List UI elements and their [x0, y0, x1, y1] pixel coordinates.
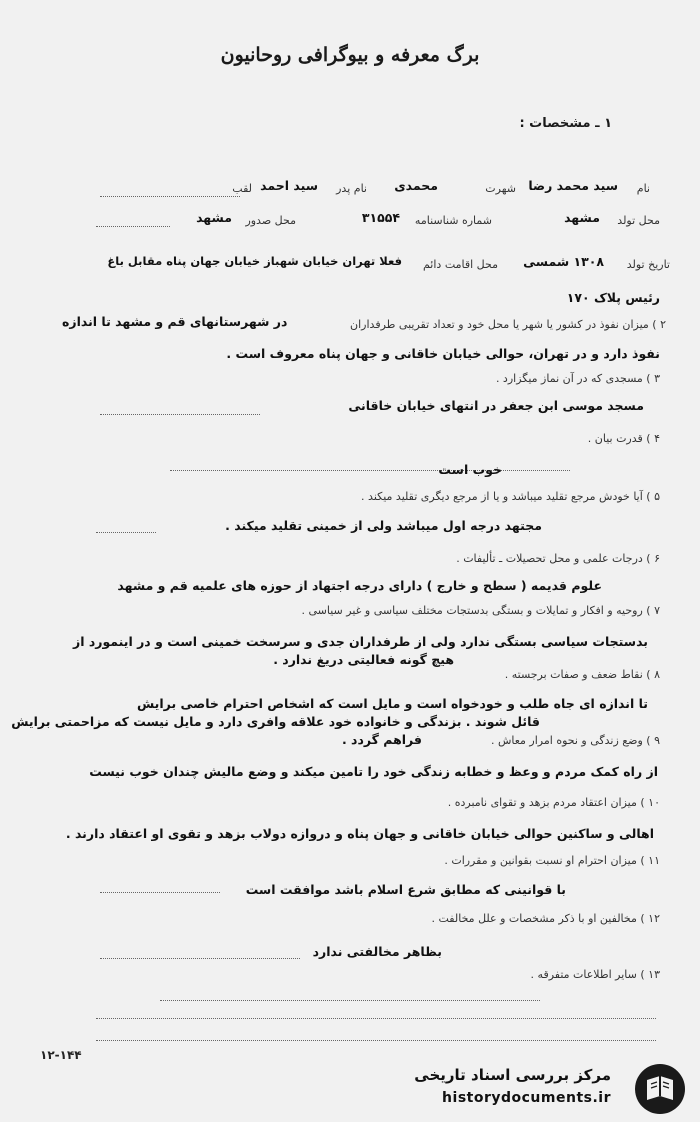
- q10-label: ۱۰ ) میزان اعتقاد مردم بزهد و تقوای نامبرده .: [447, 796, 660, 809]
- q8-answer-cont2: فراهم گردد .: [341, 732, 422, 747]
- surname-label: شهرت: [485, 182, 516, 195]
- q7-answer: بدستجات سیاسی بستگی ندارد ولی از طرفداران جدی و سرسخت خمینی است و در اینمورد از: [73, 634, 648, 649]
- birthplace-label: محل تولد: [617, 214, 660, 227]
- q5-answer: مجتهد درجه اول میباشد ولی از خمینی تقلید میکند .: [225, 518, 542, 533]
- father-label: نام پدر: [336, 182, 367, 195]
- title-blank: [100, 196, 240, 197]
- issue-label: محل صدور: [245, 214, 296, 227]
- q10-answer: اهالی و ساکنین حوالی خیابان خاقانی و جهان پناه و دروازه دولاب بزهد و تقوی او اعتقاد دارند .: [65, 826, 654, 841]
- residence-label: محل اقامت دائم: [422, 258, 498, 271]
- q11-blank: [100, 892, 220, 893]
- title-label: لقب: [232, 182, 252, 195]
- watermark-title: مرکز بررسی اسناد تاریخی: [414, 1066, 611, 1084]
- q11-label: ۱۱ ) میزان احترام او نسبت بقوانین و مقررات .: [444, 854, 660, 867]
- q13-label: ۱۳ ) سایر اطلاعات متفرقه .: [530, 968, 660, 981]
- birthdate-value: ۱۳۰۸ شمسی: [523, 254, 604, 269]
- residence-value-cont: رئیس پلاک ۱۷۰: [566, 290, 660, 305]
- q9-answer: از راه کمک مردم و وعظ و خطابه زندگی خود را تامین میکند و وضع مالیش چندان خوب نیست: [89, 764, 658, 779]
- q7-label: ۷ ) روحیه و افکار و تمایلات و بستگی بدستجات مختلف سیاسی و غیر سیاسی .: [301, 604, 660, 617]
- q12-label: ۱۲ ) مخالفین او با ذکر مشخصات و علل مخالفت .: [431, 912, 660, 925]
- q3-answer: مسجد موسی ابن جعفر در انتهای خیابان خاقانی: [348, 398, 644, 413]
- watermark-url: historydocuments.ir: [442, 1090, 611, 1106]
- q5-blank: [96, 532, 156, 533]
- q6-answer: علوم قدیمه ( سطح و خارج ) دارای درجه اجتهاد از حوزه های علمیه قم و مشهد: [117, 578, 602, 593]
- residence-value: فعلا تهران خیابان شهباز خیابان جهان پناه مقابل باغ: [107, 254, 402, 268]
- birthplace-value: مشهد: [564, 210, 600, 225]
- q13-blank-1: [160, 1000, 540, 1001]
- q6-label: ۶ ) درجات علمی و محل تحصیلات ـ تألیفات .: [456, 552, 660, 565]
- q5-label: ۵ ) آیا خودش مرجع تقلید میباشد و یا از مرجع دیگری تقلید میکند .: [361, 490, 660, 503]
- q2-answer-cont: نفوذ دارد و در تهران، حوالی خیابان خاقانی و جهان پناه معروف است .: [226, 346, 660, 361]
- document-number: ۱۲-۱۴۴: [40, 1048, 82, 1062]
- watermark: [414, 1060, 695, 1118]
- form-title: برگ معرفه و بیوگرافی روحانیون: [220, 44, 480, 66]
- surname-value: محمدی: [394, 178, 438, 193]
- id-value: ۳۱۵۵۴: [361, 210, 400, 225]
- q11-answer: با قوانینی که مطابق شرع اسلام باشد موافقت است: [245, 882, 566, 897]
- section-heading: ۱ ـ مشخصات :: [519, 116, 612, 131]
- q8-label: ۸ ) نقاط ضعف و صفات برجسته .: [504, 668, 660, 681]
- q4-label: ۴ ) قدرت بیان .: [587, 432, 660, 445]
- id-label: شماره شناسنامه: [414, 214, 492, 227]
- q8-answer-cont: قائل شوند . بزندگی و خانواده خود علاقه وافری دارد و مایل نیست که مزاحمتی برایش: [11, 714, 540, 729]
- q12-answer: بظاهر مخالفتی ندارد: [312, 944, 442, 959]
- q3-blank: [100, 414, 260, 415]
- q3-label: ۳ ) مسجدی که در آن نماز میگزارد .: [495, 372, 660, 385]
- q7-answer-cont: هیچ گونه فعالیتی دریغ ندارد .: [273, 652, 454, 667]
- q8-answer: تا اندازه ای جاه طلب و خودخواه است و مایل است که اشخاص احترام خاصی برایش: [137, 696, 648, 711]
- archive-logo-icon: [633, 1062, 687, 1116]
- q13-blank-2: [96, 1018, 656, 1019]
- q4-blank: [170, 470, 570, 471]
- q9-label: ۹ ) وضع زندگی و نحوه امرار معاش .: [490, 734, 660, 747]
- q12-blank: [100, 958, 300, 959]
- issue-value: مشهد: [196, 210, 232, 225]
- name-value: سید محمد رضا: [528, 178, 618, 193]
- father-value: سید احمد: [260, 178, 318, 193]
- birthdate-label: تاریخ تولد: [626, 258, 670, 271]
- issue-blank: [96, 226, 170, 227]
- q4-answer: خوب است: [438, 462, 502, 477]
- name-label: نام: [636, 182, 650, 195]
- q2-answer: در شهرستانهای قم و مشهد تا اندازه: [62, 314, 288, 329]
- q2-label: ۲ ) میزان نفوذ در کشور یا شهر یا محل خود و تعداد تقریبی طرفداران: [350, 318, 666, 331]
- q13-blank-3: [96, 1040, 656, 1041]
